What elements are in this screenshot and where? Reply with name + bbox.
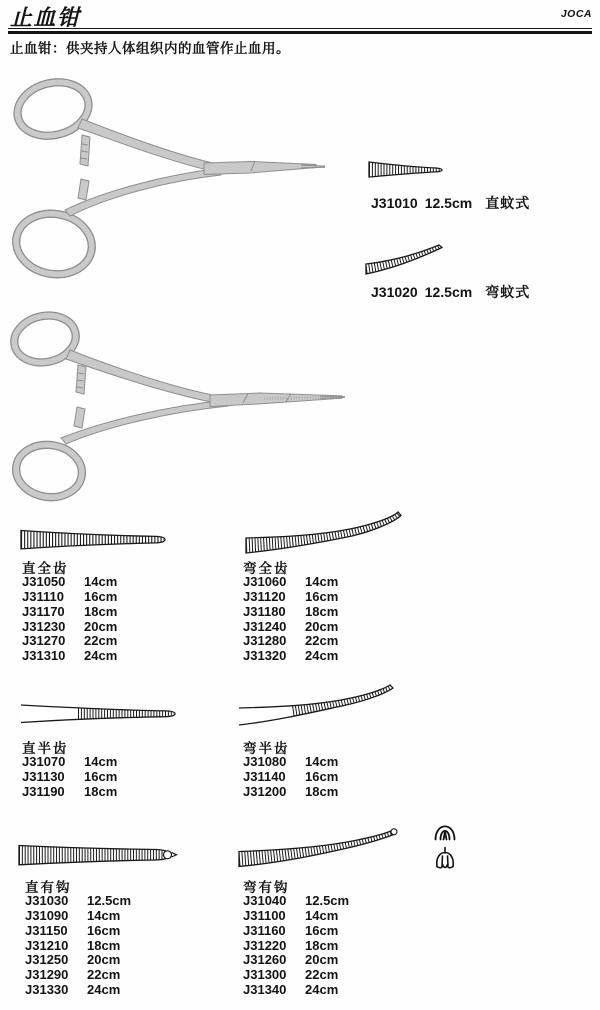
product-code: J31340 xyxy=(243,982,287,998)
product-code: J31250 xyxy=(25,952,69,968)
product-code: J31080 xyxy=(243,754,287,769)
product-code: J31310 xyxy=(22,648,66,664)
product-code: J31150 xyxy=(25,922,68,938)
product-size: 24cm xyxy=(84,648,118,664)
product-size: 20cm xyxy=(87,952,121,968)
section-label: 直有钩 xyxy=(25,880,72,895)
product-size: 12.5cm xyxy=(424,284,473,300)
product-size: 24cm xyxy=(305,648,339,664)
header-rule xyxy=(8,28,592,34)
product-code: J31220 xyxy=(243,937,287,953)
product-row xyxy=(243,908,349,923)
product-code: J31200 xyxy=(243,783,287,799)
product-row xyxy=(243,769,338,784)
tip-curved-half-teeth-image xyxy=(238,681,400,733)
product-size: 12.5cm xyxy=(424,195,473,211)
brand-logo: JOCA xyxy=(560,8,592,20)
product-row xyxy=(25,967,131,982)
product-list xyxy=(243,893,349,997)
product-code: J31290 xyxy=(25,967,69,983)
product-row xyxy=(243,952,349,967)
product-row xyxy=(22,648,117,663)
product-code: J31280 xyxy=(243,633,287,649)
product-code: J31270 xyxy=(22,633,66,649)
product-row xyxy=(22,769,117,784)
product-code: J31330 xyxy=(25,982,69,998)
product-list xyxy=(22,754,117,799)
product-size: 14cm xyxy=(305,574,339,589)
product-size: 20cm xyxy=(305,618,339,634)
product-row xyxy=(243,938,349,953)
product-row xyxy=(243,754,338,769)
tip-curved-full-teeth-image xyxy=(245,508,403,554)
product-size: 24cm xyxy=(87,982,121,998)
product-code: J31320 xyxy=(243,648,287,664)
product-size: 14cm xyxy=(87,907,121,923)
product-row xyxy=(243,604,338,619)
section-label: 弯有钩 xyxy=(243,880,290,895)
tip-straight-half-teeth-image xyxy=(20,699,185,727)
product-list xyxy=(243,574,338,663)
product-size: 14cm xyxy=(84,754,118,769)
product-size: 12.5cm xyxy=(305,893,350,908)
product-code: J31010 xyxy=(371,195,418,211)
product-code: J31070 xyxy=(22,754,66,769)
product-size: 14cm xyxy=(84,574,118,589)
product-size: 22cm xyxy=(84,633,118,649)
product-code: J31240 xyxy=(243,618,287,634)
product-row xyxy=(243,784,338,799)
product-name: 直蚊式 xyxy=(485,195,531,211)
product-size: 20cm xyxy=(305,952,339,968)
product-row xyxy=(25,923,131,938)
product-row xyxy=(25,952,131,967)
product-row xyxy=(243,574,338,589)
product-size: 20cm xyxy=(84,618,118,634)
product-size: 18cm xyxy=(305,603,339,619)
product-code: J31180 xyxy=(243,603,286,619)
product-size: 18cm xyxy=(87,937,121,953)
product-size: 18cm xyxy=(84,783,118,799)
tip-straight-mosquito-image xyxy=(368,157,446,183)
product-row xyxy=(22,604,117,619)
tip-straight-hooked-image xyxy=(18,842,188,869)
product-code: J31110 xyxy=(22,588,64,604)
product-row xyxy=(243,589,338,604)
product-code: J31020 xyxy=(371,284,418,300)
section-label: 直全齿 xyxy=(22,561,69,576)
product-label xyxy=(371,282,530,302)
hook-teeth-detail-icon xyxy=(432,818,458,870)
product-size: 22cm xyxy=(87,967,121,983)
product-row xyxy=(243,893,349,908)
product-row xyxy=(243,648,338,663)
product-code: J31040 xyxy=(243,893,287,908)
forceps-photo-mosquito xyxy=(8,78,328,302)
product-code: J31120 xyxy=(243,588,286,604)
product-row xyxy=(22,619,117,634)
product-row xyxy=(22,784,117,799)
product-size: 14cm xyxy=(305,754,339,769)
product-row xyxy=(25,938,131,953)
product-size: 22cm xyxy=(305,967,339,983)
product-row xyxy=(25,982,131,997)
product-row xyxy=(243,967,349,982)
product-code: J31160 xyxy=(243,922,286,938)
product-row xyxy=(22,754,117,769)
product-size: 24cm xyxy=(305,982,339,998)
product-code: J31050 xyxy=(22,574,66,589)
product-label xyxy=(371,193,530,213)
product-row xyxy=(22,633,117,648)
product-row xyxy=(243,982,349,997)
product-row xyxy=(22,574,117,589)
product-code: J31260 xyxy=(243,952,287,968)
product-size: 16cm xyxy=(305,588,339,604)
product-size: 22cm xyxy=(305,633,339,649)
product-name: 弯蚊式 xyxy=(485,284,531,300)
intro-text: 止血钳：供夹持人体组织内的血管作止血用。 xyxy=(10,41,290,56)
product-size: 16cm xyxy=(84,768,118,784)
product-code: J31190 xyxy=(22,783,65,799)
product-row xyxy=(243,633,338,648)
product-code: J31130 xyxy=(22,768,65,784)
product-code: J31030 xyxy=(25,893,69,908)
product-row xyxy=(243,619,338,634)
product-list xyxy=(22,574,117,663)
section-label: 弯半齿 xyxy=(243,741,290,756)
section-label: 直半齿 xyxy=(22,741,69,756)
product-code: J31100 xyxy=(243,907,286,923)
product-size: 16cm xyxy=(305,922,339,938)
tip-straight-full-teeth-image xyxy=(20,527,170,551)
product-code: J31300 xyxy=(243,967,287,983)
product-size: 12.5cm xyxy=(87,893,132,908)
product-code: J31060 xyxy=(243,574,287,589)
product-row xyxy=(22,589,117,604)
product-code: J31090 xyxy=(25,907,69,923)
product-size: 16cm xyxy=(87,922,121,938)
forceps-photo-hemostat xyxy=(8,310,348,502)
product-list xyxy=(25,893,131,997)
product-row xyxy=(25,893,131,908)
product-code: J31170 xyxy=(22,603,65,619)
product-size: 18cm xyxy=(305,937,339,953)
product-row xyxy=(243,923,349,938)
product-size: 18cm xyxy=(84,603,118,619)
product-size: 16cm xyxy=(84,588,118,604)
product-list xyxy=(243,754,338,799)
page-title: 止血钳 xyxy=(10,5,81,30)
product-size: 18cm xyxy=(305,783,339,799)
product-size: 14cm xyxy=(305,907,339,923)
product-code: J31140 xyxy=(243,768,286,784)
product-row xyxy=(25,908,131,923)
tip-curved-hooked-image xyxy=(238,827,402,871)
product-size: 16cm xyxy=(305,768,339,784)
tip-curved-mosquito-image xyxy=(364,242,448,280)
product-code: J31210 xyxy=(25,937,69,953)
section-label: 弯全齿 xyxy=(243,561,290,576)
product-code: J31230 xyxy=(22,618,66,634)
